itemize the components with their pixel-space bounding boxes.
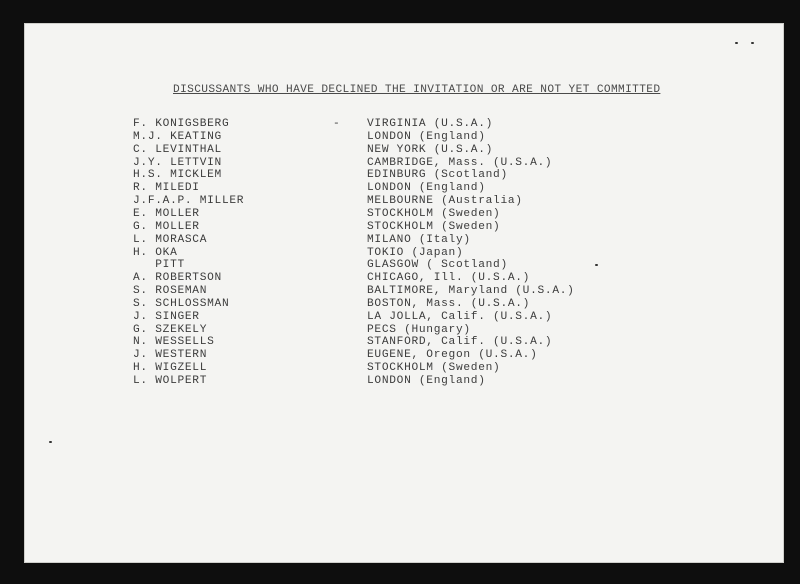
discussant-location: LONDON (England) [367,375,486,387]
discussant-row [0,272,800,285]
discussant-location: LONDON (England) [367,182,486,195]
discussant-row [0,169,800,182]
discussant-name: PITT [133,259,185,272]
discussant-location: PECS (Hungary) [367,323,471,336]
document-heading: DISCUSSANTS WHO HAVE DECLINED THE INVITATION OR ARE NOT YET COMMITTED [173,84,661,96]
discussant-row [0,349,800,362]
discussant-row [0,311,800,324]
discussant-location: GLASGOW ( Scotland) [367,259,508,272]
margin-mark [49,441,52,443]
discussant-row [0,195,800,208]
discussant-location: MELBOURNE (Australia) [367,195,523,208]
discussant-row [0,234,800,247]
discussant-location: CHICAGO, Ill. (U.S.A.) [367,272,531,285]
discussant-name: J. WESTERN [133,349,208,362]
discussant-name: E. MOLLER [133,207,200,220]
discussant-name: J.F.A.P. MILLER [133,195,245,208]
discussant-name: J.Y. LETTVIN [133,156,222,169]
discussant-name: H. WIGZELL [133,362,208,375]
margin-mark [595,264,598,266]
discussant-row [0,157,800,170]
discussant-location: BOSTON, Mass. (U.S.A.) [367,297,531,310]
margin-mark [735,42,738,44]
discussant-name: S. SCHLOSSMAN [133,297,230,310]
discussant-name: L. MORASCA [133,233,208,246]
discussant-location: STOCKHOLM (Sweden) [367,362,501,375]
discussant-location: MILANO (Italy) [367,233,471,246]
discussant-name: S. ROSEMAN [133,285,208,298]
discussant-row [0,118,800,131]
discussant-name: M.J. KEATING [133,130,222,143]
discussant-location: STOCKHOLM (Sweden) [367,220,501,233]
discussant-name: H.S. MICKLEM [133,169,222,182]
discussant-row [0,221,800,234]
discussant-location: LONDON (England) [367,130,486,143]
discussant-row [0,131,800,144]
discussant-row [0,247,800,260]
discussant-row [0,259,800,272]
discussant-row [0,336,800,349]
discussant-location: BALTIMORE, Maryland (U.S.A.) [367,285,575,298]
discussant-location: LA JOLLA, Calif. (U.S.A.) [367,310,553,323]
discussant-row [0,144,800,157]
discussant-row [0,375,800,388]
discussant-name: A. ROBERTSON [133,272,222,285]
discussant-location: CAMBRIDGE, Mass. (U.S.A.) [367,156,553,169]
discussant-name: G. MOLLER [133,220,200,233]
discussant-row [0,324,800,337]
discussant-name: L. WOLPERT [133,375,208,387]
margin-mark [751,42,754,44]
discussant-location: TOKIO (Japan) [367,246,464,259]
discussant-row [0,182,800,195]
discussant-location: NEW YORK (U.S.A.) [367,143,494,156]
discussant-name: R. MILEDI [133,182,200,195]
discussant-location: VIRGINIA (U.S.A.) [367,118,494,130]
discussant-row [0,285,800,298]
discussant-row [0,362,800,375]
discussant-row [0,298,800,311]
discussant-location: EDINBURG (Scotland) [367,169,508,182]
discussant-name: N. WESSELLS [133,336,215,349]
discussant-name: J. SINGER [133,310,200,323]
discussant-name: F. KONIGSBERG [133,118,230,130]
discussant-location: STANFORD, Calif. (U.S.A.) [367,336,553,349]
discussant-name: H. OKA [133,246,178,259]
discussant-row [0,208,800,221]
discussant-location: EUGENE, Oregon (U.S.A.) [367,349,538,362]
discussant-name: C. LEVINTHAL [133,143,222,156]
discussant-location: STOCKHOLM (Sweden) [367,207,501,220]
separator-dash: - [333,118,341,130]
discussant-name: G. SZEKELY [133,323,208,336]
